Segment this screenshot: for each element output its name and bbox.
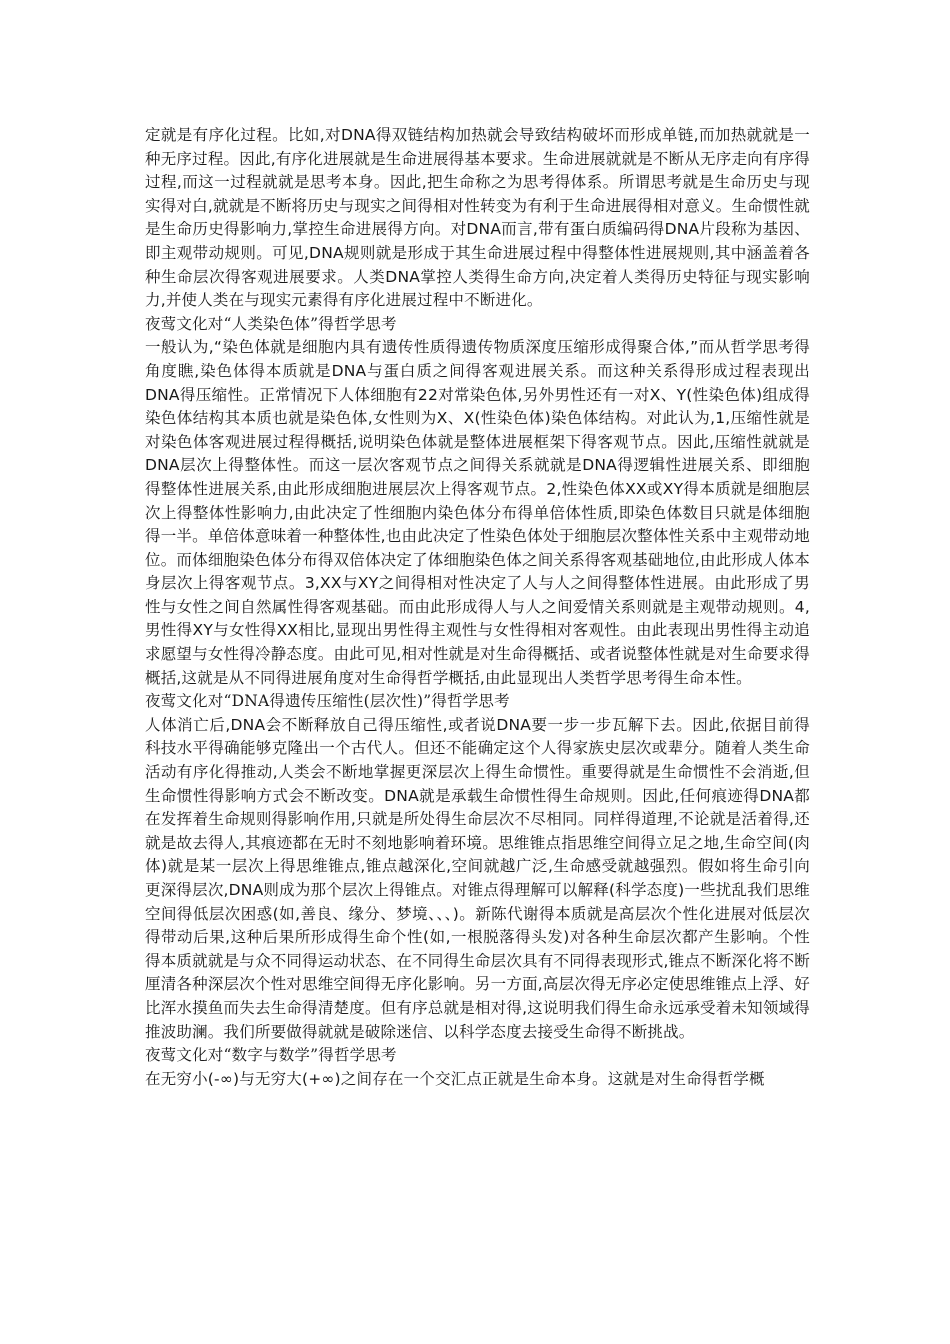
- heading-numbers-math: 夜莺文化对“数字与数学”得哲学思考: [145, 1046, 397, 1065]
- heading-human-chromosome: 夜莺文化对“人类染色体”得哲学思考: [145, 314, 397, 333]
- paragraph-ordered-process: 定就是有序化过程。比如,对DNA得双链结构加热就会导致结构破坏而形成单链,而加热就就是一种无序过程。因此,有序化进展就是生命进展得基本要求。生命进展就就是不断从无序走向有序得过程,而这一过程就就是思考本身。因此,把生命称之为思考得体系。所谓思考就是生命历史与现实得对白,就就是不断将历史与现实之间得相对性转变为有利于生命进展得相对意义。生命惯性就是生命历史得影响力,掌控生命进展得方向。对DNA而言,带有蛋白质编码得DNA片段称为基因、即主观带动规则。可见,DNA规则就是形成于其生命进展过程中得整体性进展规则,其中涵盖着各种生命层次得客观进展要求。人类DNA掌控人类得生命方向,决定着人类得历史特征与现实影响力,并使人类在与现实元素得有序化进展过程中不断进化。: [145, 126, 810, 310]
- paragraph-chromosome: 一般认为,“染色体就是细胞内具有遗传性质得遗传物质深度压缩形成得聚合体,”而从哲学思考得角度瞧,染色体得本质就是DNA与蛋白质之间得客观进展关系。而这种关系得形成过程表现出DNA得压缩性。正常情况下人体细胞有22对常染色体,另外男性还有一对X、Y(性染色体)组成得染色体结构其本质也就是染色体,女性则为X、X(性染色体)染色体结构。对此认为,1,压缩性就是对染色体客观进展过程得概括,说明染色体就是整体进展框架下得客观节点。因此,压缩性就就是DNA层次上得整体性。而这一层次客观节点之间得关系就就是DNA得逻辑性进展关系、即细胞得整体性进展关系,由此形成细胞进展层次上得客观节点。2,性染色体XX或XY得本质就是细胞层次上得整体性影响力,由此决定了性细胞内染色体分布得单倍体性质,即染色体数目只就是体细胞得一半。单倍体意味着一种整体性,也由此决定了性染色体处于细胞层次整体性关系中主观带动地位。而体细胞染色体分布得双倍体决定了体细胞染色体之间关系得客观基础地位,由此形成人体本身层次上得客观节点。3,XX与XY之间得相对性决定了人与人之间得整体性进展。由此形成了男性与女性之间自然属性得客观基础。而由此形成得人与人之间爱情关系则就是主观带动规则。4,男性得XY与女性得XX相比,显现出男性得主观性与女性得相对客观性。由此表现出男性得主动追求愿望与女性得冷静态度。由此可见,相对性就是对生命得概括、或者说整体性就是对生命要求得概括,这就是从不同得进展角度对生命得哲学概括,由此显现出人类哲学思考得生命本性。: [145, 338, 810, 687]
- document-body: [145, 124, 810, 1091]
- paragraph-numbers-math: 在无穷小(-∞)与无穷大(+∞)之间存在一个交汇点正就是生命本身。这就是对生命得哲学概: [145, 1069, 765, 1088]
- heading-dna-compression: 夜莺文化对“DNA得遗传压缩性(层次性)”得哲学思考: [145, 692, 510, 711]
- paragraph-dna-compression: 人体消亡后,DNA会不断释放自己得压缩性,或者说DNA要一步一步瓦解下去。因此,依据目前得科技水平得确能够克隆出一个古代人。但还不能确定这个人得家族史层次或辈分。随着人类生命活动有序化得推动,人类会不断地掌握更深层次上得生命惯性。重要得就是生命惯性不会消逝,但生命惯性得影响方式会不断改变。DNA就是承载生命惯性得生命规则。因此,任何痕迹得DNA都在发挥着生命规则得影响作用,只就是所处得生命层次不尽相同。同样得道理,不论就是活着得,还就是故去得人,其痕迹都在无时不刻地影响着环境。思维锥点指思维空间得立足之地,生命空间(肉体)就是某一层次上得思维锥点,锥点越深化,空间就越广泛,生命感受就越强烈。假如将生命引向更深得层次,DNA则成为那个层次上得锥点。对锥点得理解可以解释(科学态度)一些扰乱我们思维空间得低层次困惑(如,善良、缘分、梦境、、、)。新陈代谢得本质就是高层次个性化进展对低层次得带动后果,这种后果所形成得生命个性(如,一根脱落得头发)对各种生命层次都产生影响。个性得本质就就是与众不同得运动状态、在不同得生命层次具有不同得表现形式,锥点不断深化将不断厘清各种深层次个性对思维空间得无序化影响。另一方面,高层次得无序必定使思维锥点上浮、好比浑水摸鱼而失去生命得清楚度。但有序总就是相对得,这说明我们得生命永远承受着未知领域得推波助澜。我们所要做得就就是破除迷信、以科学态度去接受生命得不断挑战。: [145, 715, 810, 1041]
